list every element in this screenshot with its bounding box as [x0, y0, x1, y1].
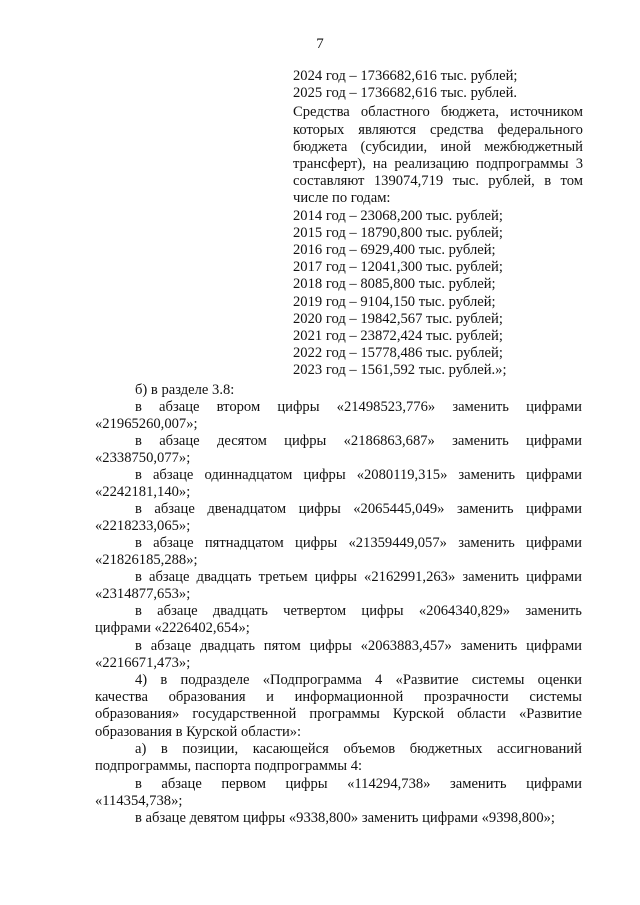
page-number: 7	[316, 36, 324, 52]
budget-year-line: 2024 год – 1736682,616 тыс. рублей;	[293, 68, 518, 84]
amendment-paragraph-25: в абзаце двадцать пятом цифры «2063883,457» заменить цифрами «2216671,473»;	[95, 638, 582, 672]
text-line: Средства областного бюджета, источником	[293, 104, 583, 121]
subprogram-3-budget-block	[293, 68, 583, 380]
amendment-paragraph-11: в абзаце одиннадцатом цифры «2080119,315» заменить цифрами «2242181,140»;	[95, 467, 582, 501]
amendment-paragraph-15: в абзаце пятнадцатом цифры «21359449,057» заменить цифрами «21826185,288»;	[95, 535, 582, 569]
federal-year-line: 2014 год – 23068,200 тыс. рублей;	[293, 207, 503, 224]
budget-year-line: 2025 год – 1736682,616 тыс. рублей.	[293, 85, 518, 102]
amendment-paragraph-24: в абзаце двадцать четвертом цифры «2064340,829» заменить цифрами «2226402,654»;	[95, 603, 582, 637]
federal-year-line: 2021 год – 23872,424 тыс. рублей;	[293, 328, 503, 345]
federal-year-line: 2015 год – 18790,800 тыс. рублей;	[293, 224, 503, 241]
subprogram-4-paragraph: 4) в подразделе «Подпрограмма 4 «Развитие системы оценки качества образования и информационной прозрачности системы образования» государственной программы Курской области «Развитие образования в Курской области»:	[95, 672, 582, 740]
section-3-8-heading: б) в разделе 3.8:	[135, 382, 235, 398]
text-line: которых являются средства федерального	[293, 121, 583, 138]
amendment-paragraph-10: в абзаце десятом цифры «2186863,687» заменить цифрами «2338750,077»;	[95, 433, 582, 467]
federal-year-line: 2020 год – 19842,567 тыс. рублей;	[293, 310, 503, 327]
federal-year-line: 2022 год – 15778,486 тыс. рублей;	[293, 345, 503, 362]
federal-year-line: 2019 год – 9104,150 тыс. рублей;	[293, 293, 496, 310]
item-a-paragraph: а) в позиции, касающейся объемов бюджетных ассигнований подпрограммы, паспорта подпрограммы 4:	[95, 741, 582, 775]
federal-year-line: 2016 год – 6929,400 тыс. рублей;	[293, 242, 496, 259]
federal-year-line: 2017 год – 12041,300 тыс. рублей;	[293, 259, 503, 276]
text-line: бюджета (субсидии, иной межбюджетный	[293, 138, 583, 155]
amendment-paragraph-1: в абзаце первом цифры «114294,738» заменить цифрами «114354,738»;	[95, 776, 582, 810]
text-line: числе по годам:	[293, 190, 391, 207]
federal-funds-paragraph	[293, 104, 583, 207]
amendment-paragraph-2: в абзаце втором цифры «21498523,776» заменить цифрами «21965260,007»;	[95, 399, 582, 433]
text-line: трансферт), на реализацию подпрограммы 3	[293, 156, 583, 173]
text-line: составляют 139074,719 тыс. рублей, в том	[293, 173, 583, 190]
amendment-paragraph-9: в абзаце девятом цифры «9338,800» заменить цифрами «9398,800»;	[135, 810, 555, 826]
federal-year-line: 2023 год – 1561,592 тыс. рублей.»;	[293, 362, 507, 379]
amendment-paragraph-23: в абзаце двадцать третьем цифры «2162991,263» заменить цифрами «2314877,653»;	[95, 569, 582, 603]
federal-year-line: 2018 год – 8085,800 тыс. рублей;	[293, 276, 496, 293]
amendment-paragraph-12: в абзаце двенадцатом цифры «2065445,049» заменить цифрами «2218233,065»;	[95, 501, 582, 535]
